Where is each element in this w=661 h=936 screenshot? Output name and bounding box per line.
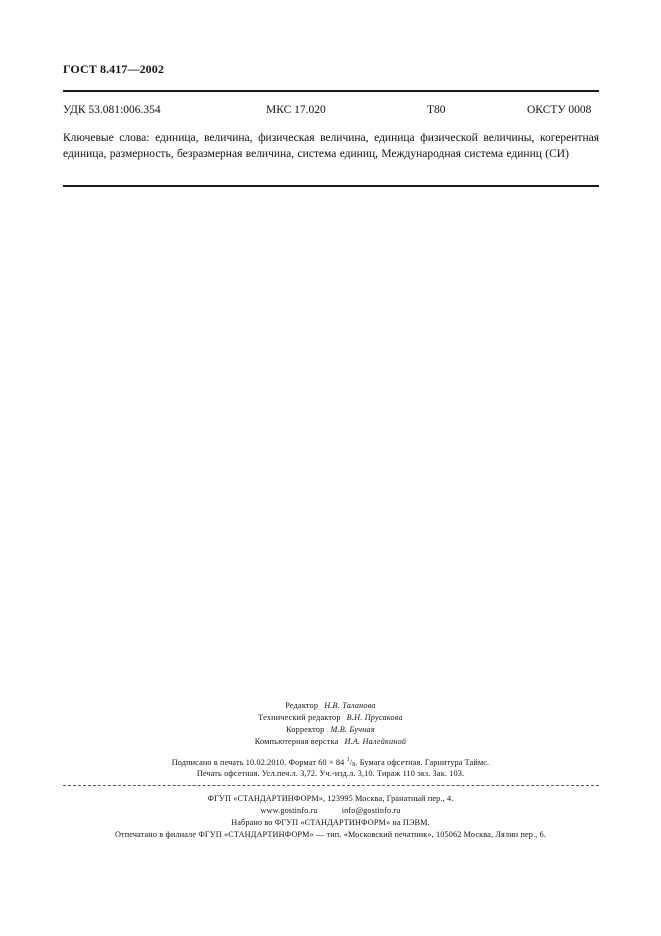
okstu-code: ОКСТУ 0008 [527,104,592,116]
printing-note: Отпечатано в филиале ФГУП «СТАНДАРТИНФОРМ» — тип. «Московский печатник», 105062 Москва, Лялин пер., 6. [114,830,547,839]
document-id: ГОСТ 8.417—2002 [63,62,164,76]
credit-person: М.В. Бучная [330,725,375,734]
imprint-line-2: Печать офсетная. Усл.печ.л. 3,72. Уч.-изд.л. 3,10. Тираж 110 экз. Зак. 103. [196,769,465,778]
typeset-note: Набрано во ФГУП «СТАНДАРТИНФОРМ» на ПЭВМ. [231,818,430,827]
publisher-website[interactable]: www.gostinfo.ru [260,806,318,815]
credit-person: В.Н. Прусакова [346,713,403,722]
credit-proofreader [0,725,661,734]
credit-role: Технический редактор [258,713,341,722]
publisher-contacts [0,806,661,815]
keywords-divider [63,185,599,187]
format-fraction-denominator: 8 [352,762,356,768]
imprint-line-1: Подписано в печать 10.02.2010. Формат 60 × 84 $^1/_8$. Бумага офсетная. Гарнитура Таймс. [171,757,490,768]
format-fraction-numerator: 1 [346,757,350,763]
publisher-address: ФГУП «СТАНДАРТИНФОРМ», 123995 Москва, Гранатный пер., 4. [207,794,454,803]
credit-technical-editor [0,713,661,722]
credit-role: Компьютерная верстка [254,737,339,746]
keywords-paragraph: Ключевые слова: единица, величина, физическая величина, единица физической величины, когерентная единица, размерность, безразмерная величина, система единиц, Международная система единиц (СИ) [63,132,599,160]
credit-editor [0,701,661,710]
credit-role: Корректор [286,725,325,734]
credit-role: Редактор [285,701,319,710]
top-divider [63,90,599,92]
credit-layout [0,737,661,746]
imprint-line-1-suffix: . Бумага офсетная. Гарнитура Таймс. [355,758,490,767]
imprint-line-1-prefix: Подписано в печать 10.02.2010. Формат 60 × 84 [171,758,347,767]
udk-code: УДК 53.081:006.354 [63,104,161,116]
credit-person: Н.В. Таланова [324,701,376,710]
t-code: Т80 [427,104,446,116]
publisher-email[interactable]: info@gostinfo.ru [341,806,401,815]
mks-code: МКС 17.020 [266,104,326,116]
credit-person: И.А. Налейкиной [344,737,407,746]
imprint-divider [63,785,599,786]
